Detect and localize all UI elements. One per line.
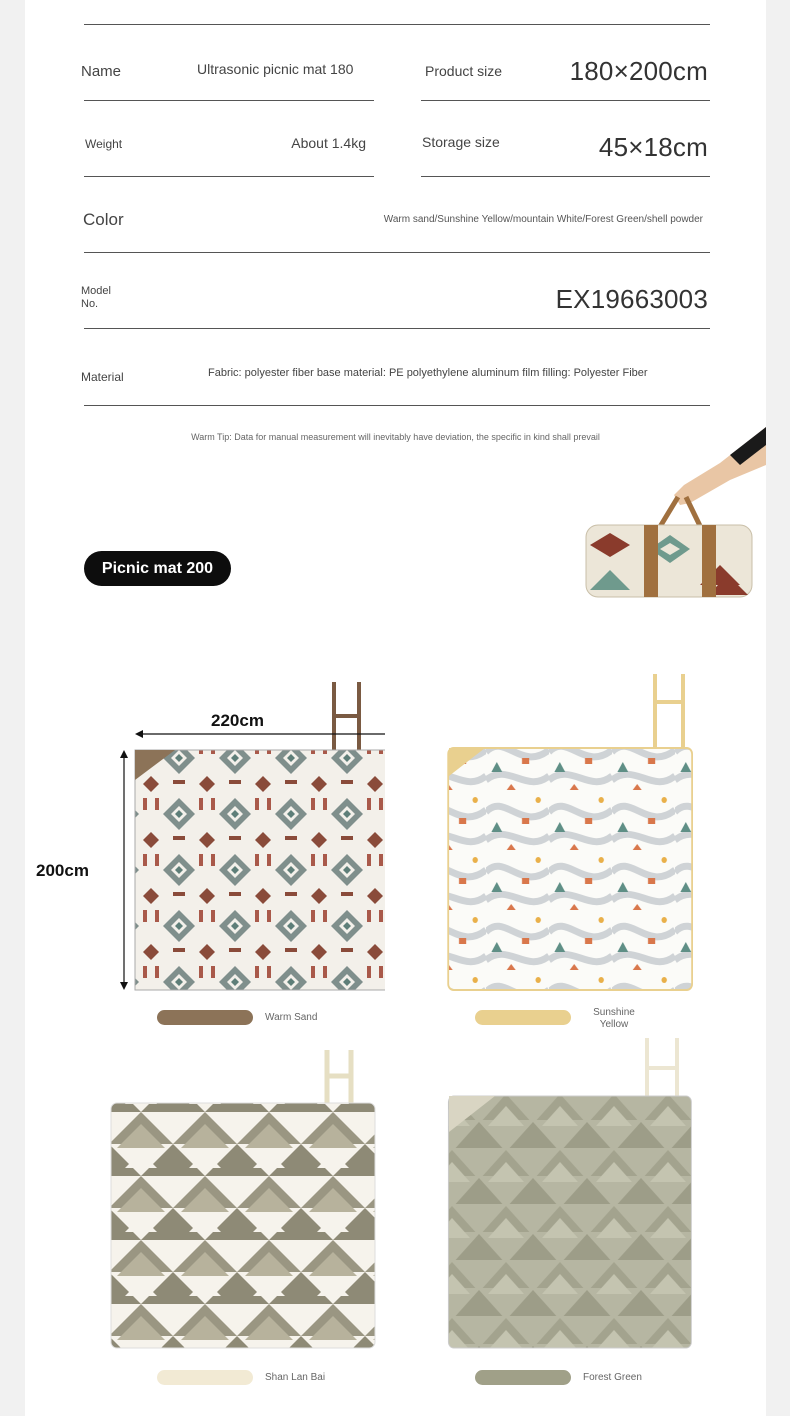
model-label-line2: No. (81, 298, 99, 310)
variant-label-sunshine-yellow (581, 1007, 647, 1031)
weight-label: Weight (85, 137, 123, 151)
divider (421, 176, 710, 177)
model-label-line1: Model (81, 285, 111, 297)
mat-shan-lan-bai-image (109, 1048, 379, 1353)
product-size-label: Product size (425, 63, 503, 79)
divider (84, 24, 710, 25)
storage-size-label: Storage size (422, 134, 500, 150)
height-dimension-label: 200cm (36, 861, 89, 880)
variant-label-shan-lan-bai: Shan Lan Bai (265, 1372, 326, 1383)
storage-size-value: 45×18cm (598, 132, 708, 162)
swatch-warm-sand (157, 1010, 253, 1025)
color-value: Warm sand/Sunshine Yellow/mountain White/Forest Green/shell powder (383, 214, 703, 225)
swatch-shan-lan-bai (157, 1370, 253, 1385)
divider (84, 176, 374, 177)
divider (421, 100, 710, 101)
section-title-pill: Picnic mat 200 (84, 551, 231, 586)
variant-label-line2: Yellow (599, 1019, 629, 1030)
product-detail-card (25, 0, 766, 1416)
variant-label-line1: Sunshine (593, 1007, 635, 1018)
mat-sunshine-yellow-image (423, 672, 701, 994)
mat-forest-green-image (425, 1036, 697, 1352)
divider (84, 405, 710, 406)
weight-value: About 1.4kg (291, 135, 366, 151)
swatch-sunshine-yellow (475, 1010, 571, 1025)
material-label: Material (81, 370, 124, 384)
color-label: Color (83, 210, 124, 229)
warm-tip: Warm Tip: Data for manual measurement will inevitably have deviation, the specific in kind shall prevail (191, 432, 600, 442)
swatch-forest-green (475, 1370, 571, 1385)
material-value: Fabric: polyester fiber base material: PE polyethylene aluminum film filling: Polyester Fiber (208, 367, 648, 379)
model-value: EX19663003 (555, 284, 708, 314)
rolled-mat-bag-icon (580, 425, 766, 605)
divider (84, 252, 710, 253)
divider (84, 100, 374, 101)
model-label (81, 285, 111, 311)
divider (84, 328, 710, 329)
name-label: Name (81, 63, 122, 80)
variant-label-warm-sand: Warm Sand (265, 1012, 318, 1023)
width-dimension-label: 220cm (211, 711, 264, 730)
name-value: Ultrasonic picnic mat 180 (197, 61, 354, 77)
product-size-value: 180×200cm (569, 56, 708, 86)
variant-label-forest-green: Forest Green (583, 1372, 642, 1383)
